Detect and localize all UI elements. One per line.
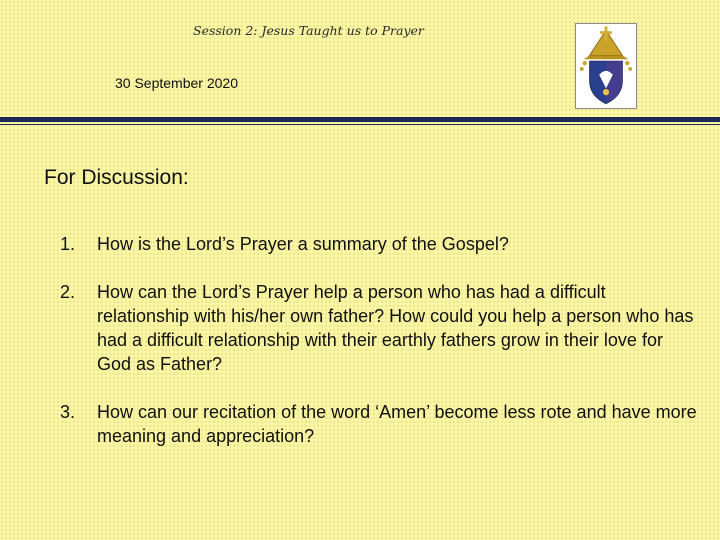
question-list (60, 232, 700, 472)
session-title: Session 2: Jesus Taught us to Prayer (193, 23, 424, 38)
question-number: 2. (60, 282, 76, 302)
question-text: How is the Lord’s Prayer a summary of the Gospel? (97, 234, 509, 254)
question-number: 3. (60, 402, 76, 422)
question-text: How can the Lord’s Prayer help a person who has had a difficult relationship with his/her own father? How could you help a person who has had a difficult relationship with their earthly fathers grow in their love for God as Father? (97, 282, 694, 374)
question-number: 1. (60, 234, 76, 254)
discussion-heading: For Discussion: (44, 166, 189, 189)
question-item (60, 280, 700, 376)
header-divider-thin (0, 124, 720, 125)
header-divider (0, 117, 720, 122)
diocese-crest-icon (575, 23, 637, 109)
question-item (60, 400, 700, 448)
question-item (60, 232, 700, 256)
question-text: How can our recitation of the word ‘Amen’ become less rote and have more meaning and appreciation? (97, 402, 697, 446)
session-date: 30 September 2020 (115, 75, 238, 91)
